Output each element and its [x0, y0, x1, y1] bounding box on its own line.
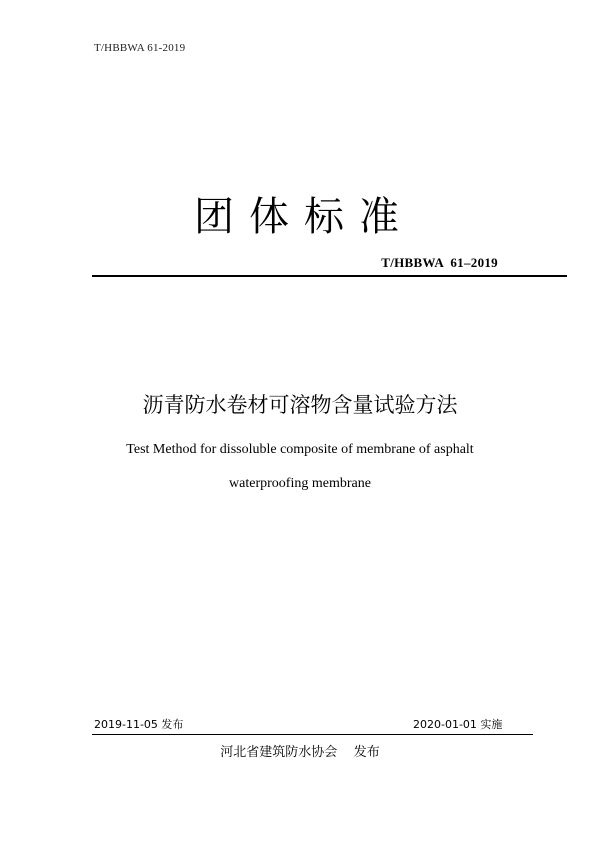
document-type-title: 团体标准 [194, 194, 414, 240]
english-title-line-1: Test Method for dissoluble composite of membrane of asphalt [126, 442, 474, 457]
implementation-date: 2020-01-01 实施 [413, 718, 503, 731]
issue-date: 2019-11-05 发布 [94, 718, 184, 731]
chinese-title: 沥青防水卷材可溶物含量试验方法 [142, 393, 458, 417]
english-title-line-2: waterproofing membrane [229, 476, 371, 491]
publisher: 河北省建筑防水协会 发布 [220, 745, 380, 760]
bottom-divider [92, 734, 533, 735]
top-divider [92, 275, 567, 277]
standard-number: T/HBBWA 61–2019 [381, 255, 498, 270]
header-standard-code: T/HBBWA 61-2019 [94, 42, 186, 54]
